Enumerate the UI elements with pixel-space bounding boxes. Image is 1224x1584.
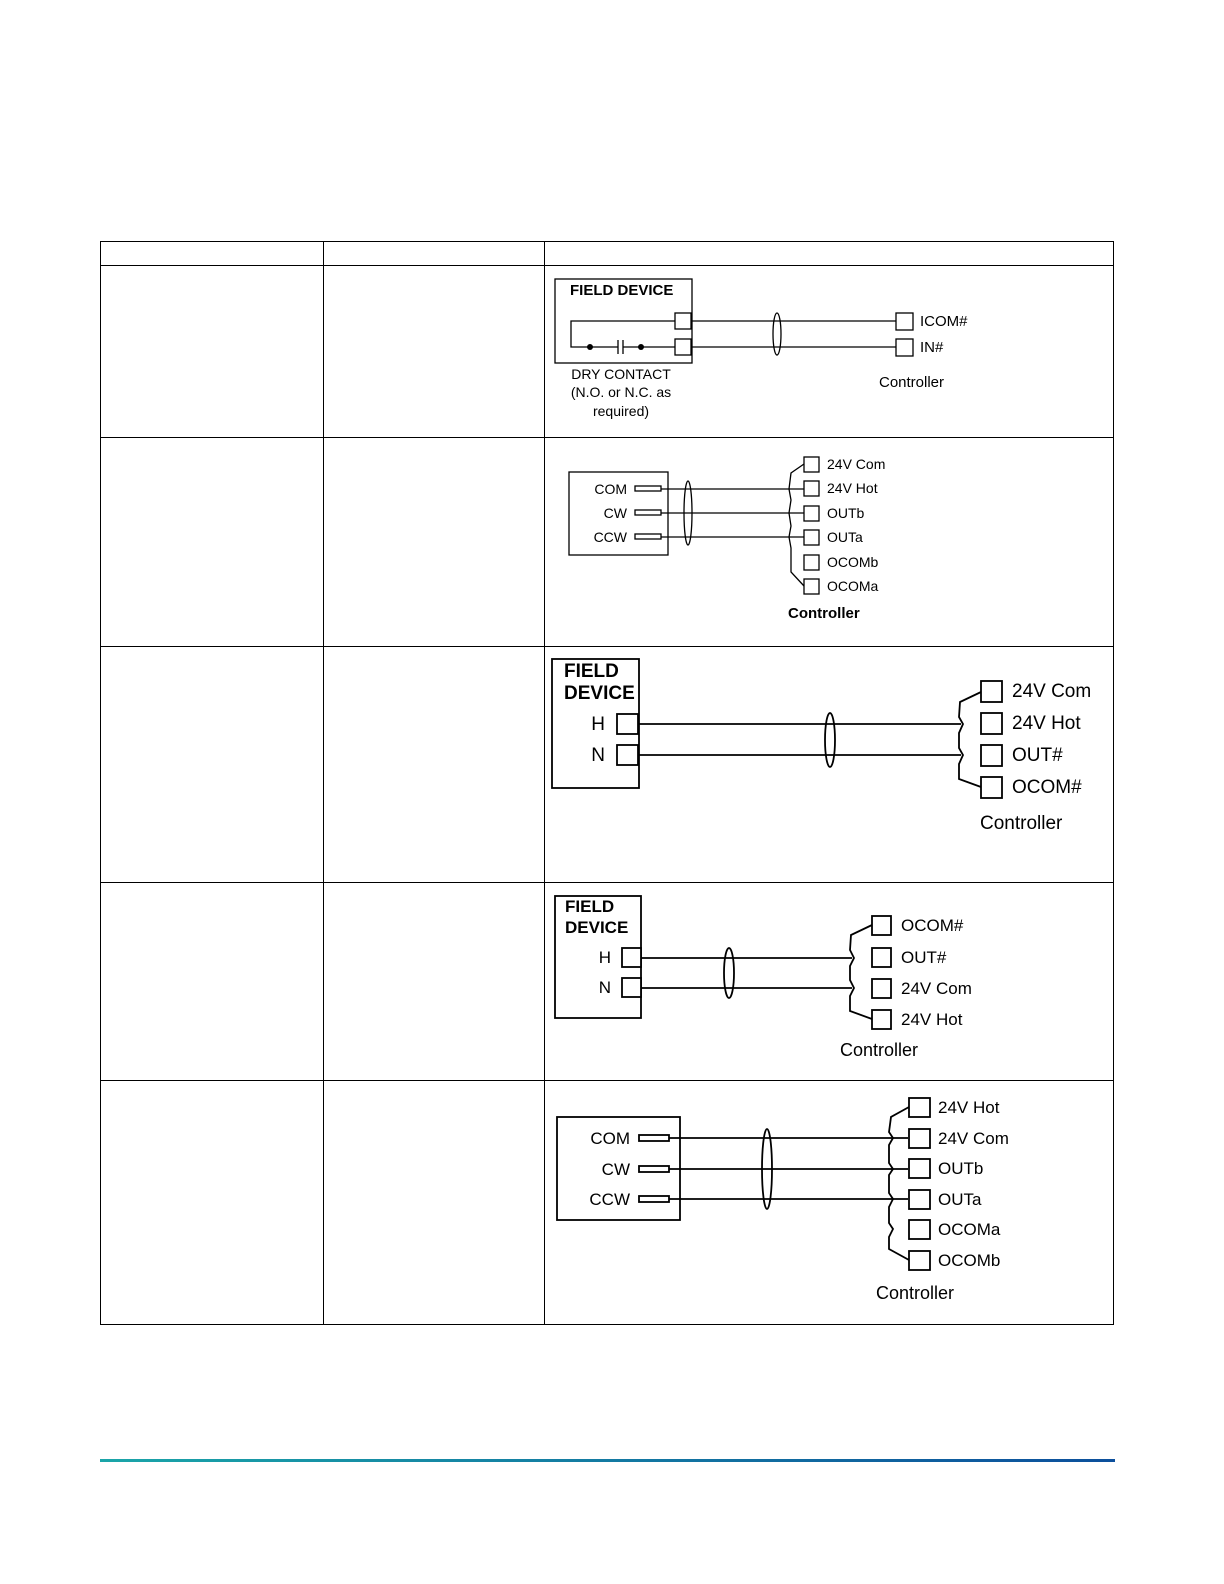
table-row <box>101 883 1114 1081</box>
device-terminal-box <box>622 948 641 967</box>
terminal-label: OUTa <box>938 1190 982 1209</box>
terminal-label-in: IN# <box>920 339 944 356</box>
controller-terminal <box>981 713 1002 734</box>
field-device-title-line-1: FIELD <box>565 897 615 916</box>
signal-wires <box>641 958 852 988</box>
controller-terminal <box>804 579 819 594</box>
terminal-label: 24V Com <box>901 979 972 998</box>
actuator-terminal-ccw: CCW <box>589 1190 630 1209</box>
terminal-label: OCOM# <box>1012 777 1082 798</box>
device-terminal-box <box>617 745 638 765</box>
actuator-terminal-ccw: CCW <box>593 529 627 545</box>
terminal-label-icom: ICOM# <box>920 313 968 330</box>
terminal-label: 24V Hot <box>1012 713 1081 734</box>
field-device-title-line-2: DEVICE <box>564 683 635 704</box>
twisted-pair-shield <box>773 313 781 355</box>
actuator-lead-ccw <box>639 1196 669 1202</box>
terminal-label: 24V Hot <box>938 1098 1000 1117</box>
controller-terminal <box>909 1220 930 1239</box>
controller-label: Controller <box>840 1040 919 1060</box>
dry-contact-caption-1: DRY CONTACT <box>571 366 671 382</box>
twisted-pair-shield <box>825 713 835 767</box>
terminal-label: OUT# <box>1012 745 1063 766</box>
controller-jumper <box>850 925 872 1019</box>
controller-terminal <box>872 916 891 935</box>
row-1-col-2 <box>324 266 545 438</box>
device-terminal-h: H <box>591 714 605 735</box>
row-4-col-1 <box>101 883 324 1081</box>
field-device-title-line-1: FIELD <box>564 661 619 682</box>
footer-divider <box>100 1459 1115 1462</box>
controller-terminal <box>804 555 819 570</box>
terminal-label: OCOMa <box>827 578 879 594</box>
wiring-table <box>100 241 1114 1325</box>
terminal-label: OCOMa <box>938 1220 1001 1239</box>
header-cell-3 <box>545 242 1114 266</box>
controller-terminal <box>909 1129 930 1148</box>
table-row <box>101 647 1114 883</box>
terminal-label: 24V Hot <box>827 480 878 496</box>
controller-terminal <box>909 1190 930 1209</box>
actuator-lead-cw <box>639 1166 669 1172</box>
controller-label: Controller <box>876 1283 955 1303</box>
table-header-row <box>101 242 1114 266</box>
controller-terminal <box>804 530 819 545</box>
row-1-col-1 <box>101 266 324 438</box>
controller-terminal <box>804 506 819 521</box>
actuator-terminal-cw: CW <box>601 1160 630 1179</box>
terminal-label: OUTb <box>938 1159 984 1178</box>
terminal-label: 24V Com <box>1012 681 1092 702</box>
row-2-col-2 <box>324 438 545 647</box>
floating-actuator-wiring-diagram <box>545 438 1112 645</box>
actuator-lead-cw <box>635 510 661 515</box>
row-3-diagram-cell <box>545 647 1114 883</box>
device-terminal-box <box>622 978 641 997</box>
actuator-terminal-com: COM <box>590 1129 630 1148</box>
device-terminal-n: N <box>591 745 605 766</box>
row-5-col-2 <box>324 1081 545 1325</box>
terminal-label: OUTa <box>827 529 863 545</box>
controller-terminal <box>981 681 1002 702</box>
floating-actuator-alt-wiring-diagram <box>545 1081 1112 1323</box>
controller-label: Controller <box>788 605 860 622</box>
header-cell-2 <box>324 242 545 266</box>
controller-terminal <box>909 1098 930 1117</box>
controller-terminal <box>909 1159 930 1178</box>
terminal-label: 24V Hot <box>901 1010 963 1029</box>
terminal-label: 24V Com <box>938 1129 1009 1148</box>
table-row <box>101 1081 1114 1325</box>
relay-output-alt-wiring-diagram <box>545 883 1112 1079</box>
device-terminal-n: N <box>598 978 611 997</box>
controller-jumper <box>889 1107 909 1260</box>
controller-terminal <box>872 948 891 967</box>
controller-terminal <box>981 777 1002 798</box>
controller-terminal <box>981 745 1002 766</box>
dry-contact-wiring-diagram <box>545 266 1112 436</box>
row-4-diagram-cell <box>545 883 1114 1081</box>
controller-terminal <box>804 481 819 496</box>
dry-contact-caption-2: (N.O. or N.C. as <box>570 384 672 400</box>
controller-terminal-in <box>896 339 913 356</box>
actuator-terminal-com: COM <box>594 481 627 497</box>
actuator-lead-ccw <box>635 534 661 539</box>
device-terminal-2 <box>675 339 691 355</box>
row-1-diagram-cell <box>545 266 1114 438</box>
signal-wires <box>691 321 896 347</box>
table-row <box>101 438 1114 647</box>
dry-contact-caption-3: required) <box>592 403 650 419</box>
controller-label: Controller <box>879 374 945 391</box>
actuator-lead-com <box>635 486 661 491</box>
terminal-label: OCOM# <box>901 916 964 935</box>
controller-terminal <box>872 979 891 998</box>
terminal-label: OCOMb <box>938 1251 1001 1270</box>
device-terminal-box <box>617 714 638 734</box>
signal-wires <box>661 489 804 537</box>
controller-jumper <box>959 692 981 787</box>
row-5-col-1 <box>101 1081 324 1325</box>
twisted-pair-shield <box>724 948 734 998</box>
header-cell-1 <box>101 242 324 266</box>
terminal-label: 24V Com <box>827 456 886 472</box>
terminal-label: OUTb <box>827 505 865 521</box>
controller-terminal <box>909 1251 930 1270</box>
field-device-title-line-2: DEVICE <box>565 918 629 937</box>
row-5-diagram-cell <box>545 1081 1114 1325</box>
field-device-title: FIELD DEVICE <box>570 282 674 299</box>
terminal-label: OUT# <box>901 948 947 967</box>
controller-jumper <box>789 464 804 586</box>
controller-label: Controller <box>980 813 1063 834</box>
contact-dot-right <box>638 344 644 350</box>
device-terminal-h: H <box>598 948 611 967</box>
row-2-diagram-cell <box>545 438 1114 647</box>
controller-terminal <box>804 457 819 472</box>
controller-terminal-icom <box>896 313 913 330</box>
table-row <box>101 266 1114 438</box>
row-2-col-1 <box>101 438 324 647</box>
terminal-label: OCOMb <box>827 554 879 570</box>
device-terminal-1 <box>675 313 691 329</box>
controller-terminal <box>872 1010 891 1029</box>
row-3-col-1 <box>101 647 324 883</box>
signal-wires <box>669 1138 908 1199</box>
actuator-lead-com <box>639 1135 669 1141</box>
row-3-col-2 <box>324 647 545 883</box>
signal-wires <box>638 724 961 755</box>
row-4-col-2 <box>324 883 545 1081</box>
actuator-terminal-cw: CW <box>603 505 627 521</box>
relay-output-wiring-diagram <box>545 647 1112 881</box>
